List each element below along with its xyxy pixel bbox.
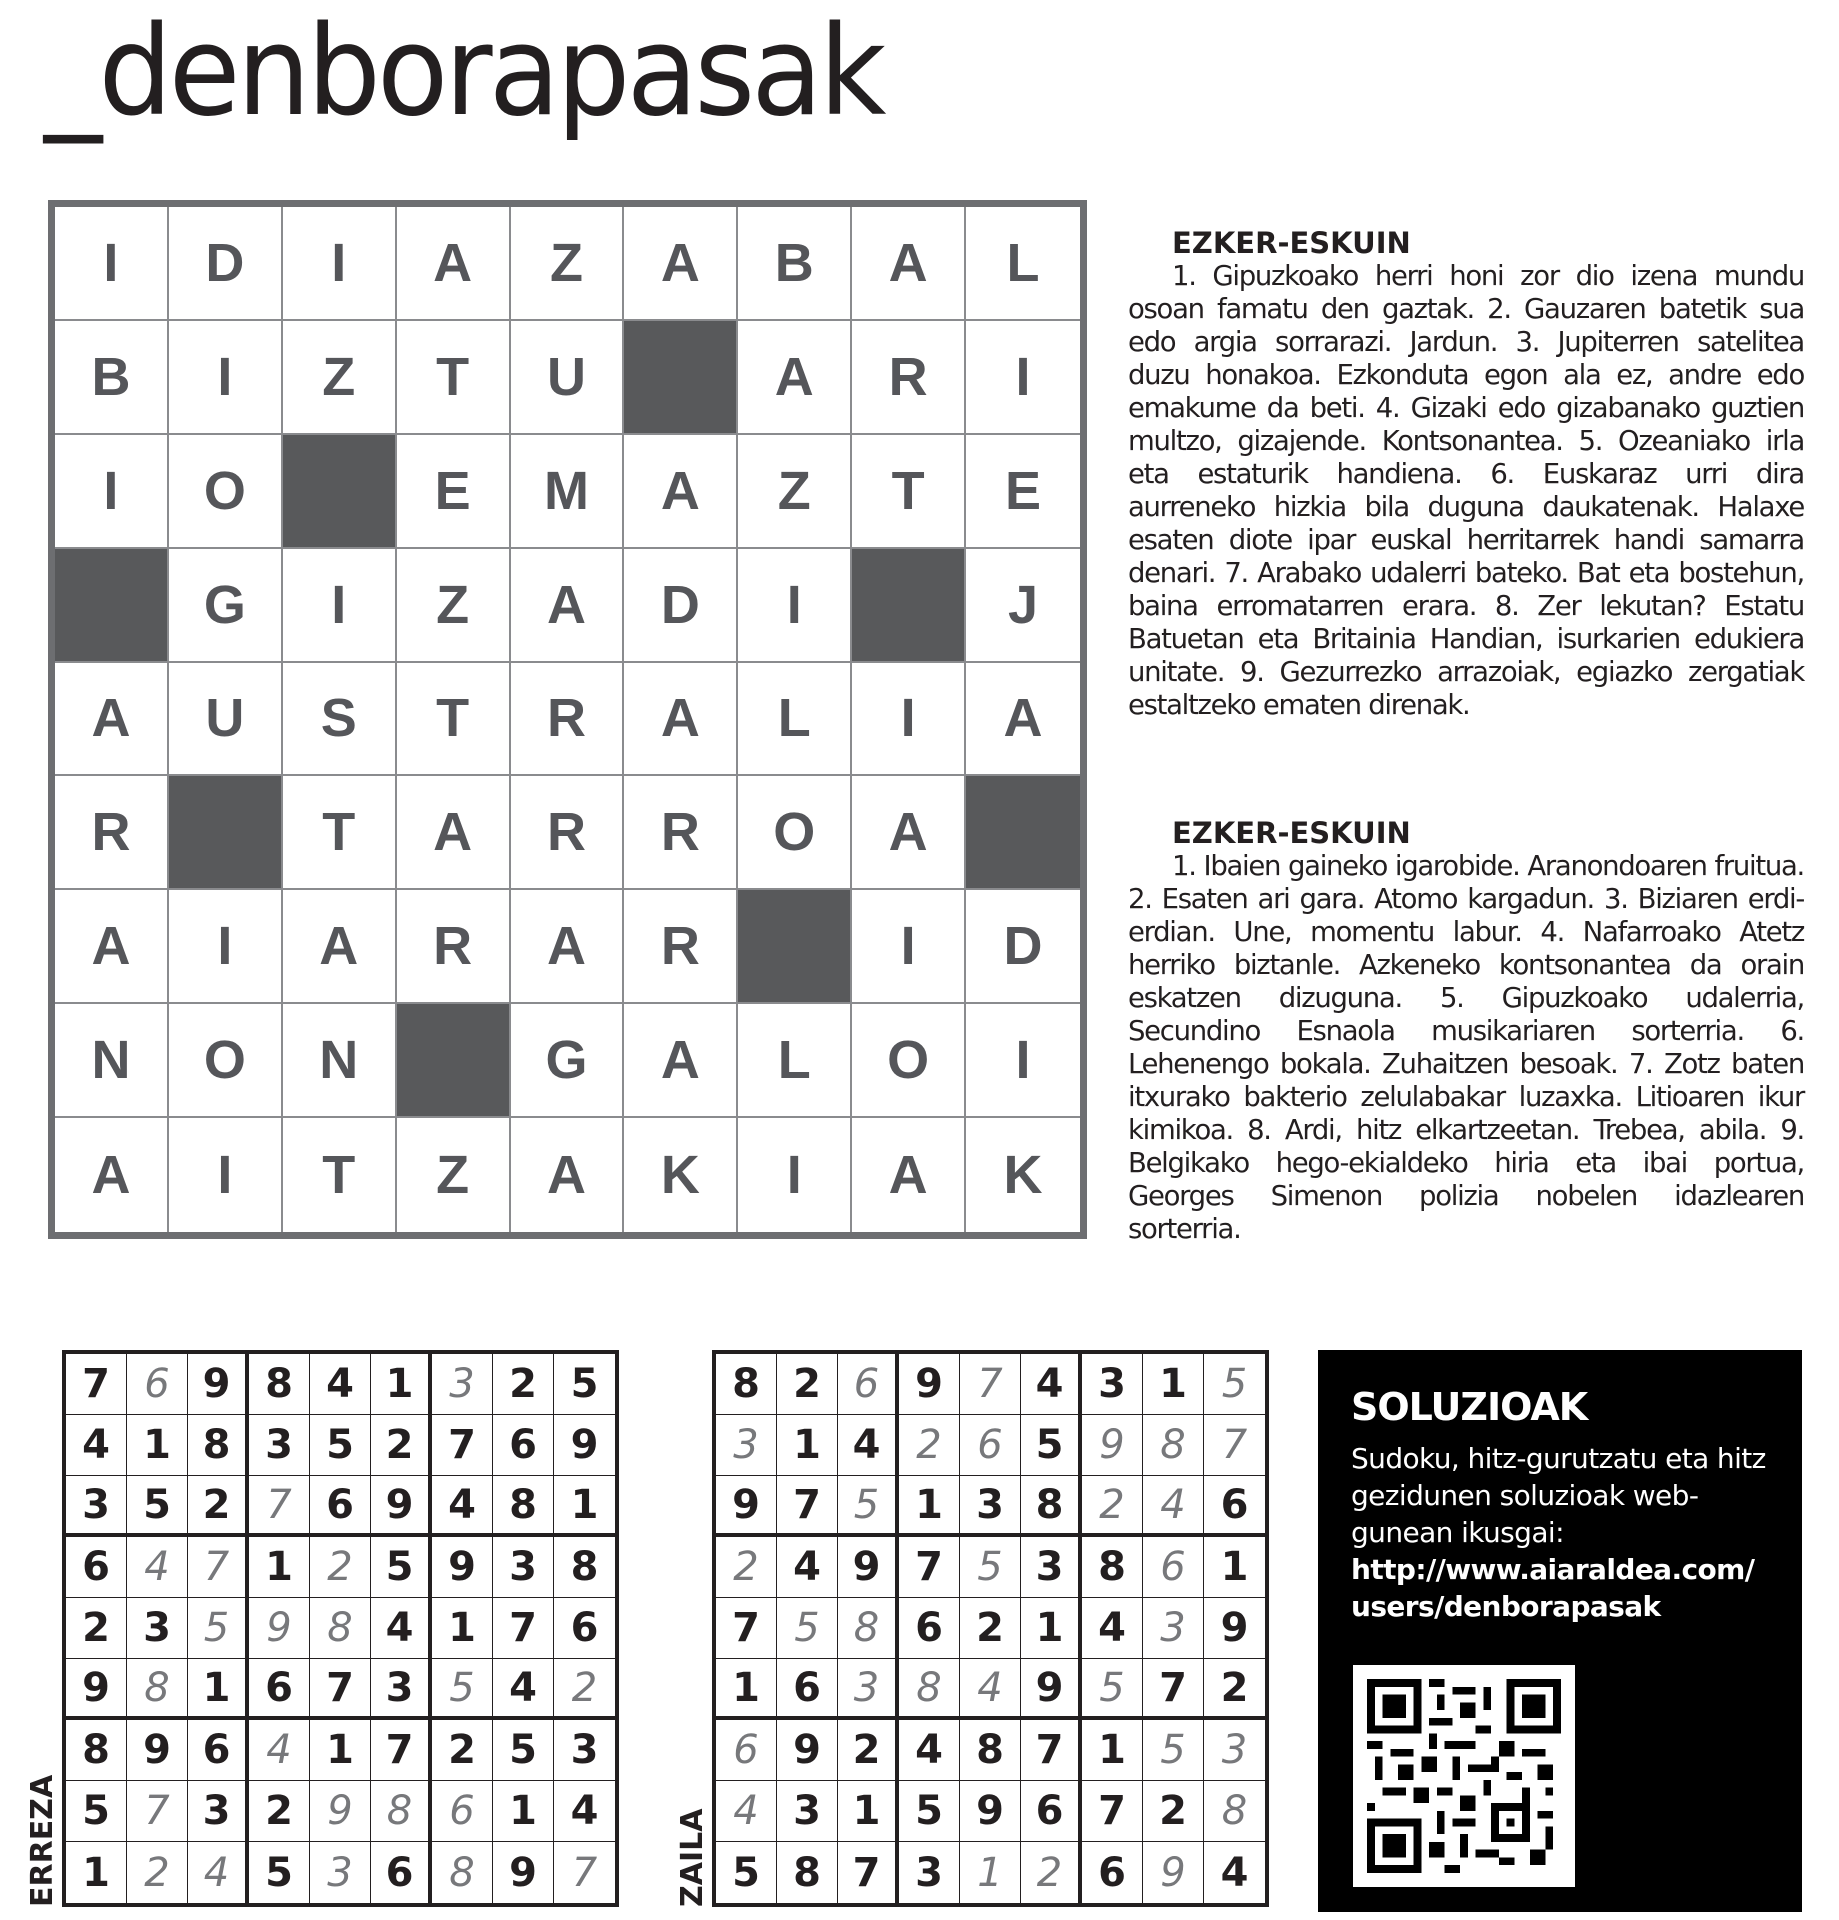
sudoku-given-cell: 2 [371,1415,432,1476]
crossword-cell: G [169,549,283,663]
sudoku-solution-cell: 7 [127,1781,188,1842]
clues-text: 1. Ibaien gaineko igarobide. Aranondoaren fruitua. 2. Esaten ari gara. Atomo kargadun. 3. Biziaren erdi-erdian. Une, momentu labur. 4. Nafarroako Atetz herriko biztanle. Azkeneko kontsonantea da orain eskatzen dizuguna. 5. Gipuzkoako udalerria, Secundino Esnaola musikariaren sorterria. 6. Lehenengo bokala. Zuhaitzen besoak. 7. Zotz baten itxurako bakterio zelulabakar luzaxka. Litioaren ikur kimikoa. 8. Ardi, hitz elkartzeetan. Trebea, abila. 9. Belgikako hego-ekialdeko hiria eta ibai portua, Georges Simenon polizia nobelen idazlearen sorterria. [1128,849,1804,1245]
sudoku-given-cell: 9 [960,1781,1021,1842]
sudoku-solution-cell: 2 [716,1537,777,1598]
sudoku-solution-cell: 6 [716,1720,777,1781]
crossword-cell: Z [511,207,625,321]
sudoku-given-cell: 9 [1204,1598,1265,1659]
sudoku-solution-cell: 7 [960,1354,1021,1415]
crossword-cell: A [624,435,738,549]
sudoku-given-cell: 6 [310,1476,371,1537]
sudoku-given-cell: 4 [310,1354,371,1415]
sudoku-solution-cell: 7 [1204,1415,1265,1476]
sudoku-given-cell: 1 [432,1598,493,1659]
sudoku-solution-cell: 8 [899,1659,960,1720]
sudoku-given-cell: 8 [1082,1537,1143,1598]
sudoku-given-cell: 7 [777,1476,838,1537]
sudoku-given-cell: 1 [1082,1720,1143,1781]
sudoku-given-cell: 1 [1021,1598,1082,1659]
sudoku-given-cell: 3 [371,1659,432,1720]
crossword-cell: A [966,663,1080,777]
sudoku-solution-cell: 6 [127,1354,188,1415]
sudoku-solution-cell: 4 [716,1781,777,1842]
crossword-cell: A [852,776,966,890]
crossword-cell: E [397,435,511,549]
crossword-cell: M [511,435,625,549]
sudoku-solution-cell: 6 [838,1354,899,1415]
sudoku-given-cell: 5 [554,1354,615,1415]
crossword-cell: E [966,435,1080,549]
crossword-cell: A [852,1118,966,1232]
crossword-cell: T [852,435,966,549]
crossword-cell: U [169,663,283,777]
sudoku-given-cell: 1 [838,1781,899,1842]
qr-code-graphic [1367,1679,1561,1873]
sudoku-solution-cell: 2 [554,1659,615,1720]
sudoku-given-cell: 4 [66,1415,127,1476]
sudoku-given-cell: 1 [493,1781,554,1842]
page-title: _denborapasak [44,0,883,144]
sudoku-given-cell: 1 [249,1537,310,1598]
sudoku-solution-cell: 5 [432,1659,493,1720]
sudoku-given-cell: 6 [371,1842,432,1903]
sudoku-given-cell: 5 [716,1842,777,1903]
sudoku-given-cell: 9 [838,1537,899,1598]
clues-section [1128,228,1804,722]
sudoku-solution-cell: 8 [310,1598,371,1659]
sudoku-given-cell: 6 [493,1415,554,1476]
sudoku-given-cell: 8 [716,1354,777,1415]
crossword-cell: A [511,1118,625,1232]
sudoku-solution-cell: 9 [310,1781,371,1842]
sudoku-given-cell: 4 [1082,1598,1143,1659]
sudoku-solution-cell: 7 [571,1849,598,1896]
sudoku-given-cell: 1 [1143,1354,1204,1415]
sudoku-given-cell: 6 [249,1659,310,1720]
crossword-cell: I [55,435,169,549]
sudoku-solution-cell: 9 [249,1598,310,1659]
sudoku-given-cell: 9 [493,1842,554,1903]
crossword-cell: A [624,1004,738,1118]
sudoku-solution-cell: 4 [1143,1476,1204,1537]
sudoku-given-cell: 9 [554,1415,615,1476]
sudoku-given-cell: 2 [1143,1781,1204,1842]
crossword-cell: I [966,1004,1080,1118]
crossword-cell: A [624,207,738,321]
sudoku-easy-grid [62,1350,619,1907]
sudoku-given-cell: 3 [960,1476,1021,1537]
sudoku-given-cell: 7 [838,1842,899,1903]
sudoku-given-cell: 4 [554,1781,615,1842]
crossword-cell: R [397,890,511,1004]
sudoku-given-cell: 9 [66,1659,127,1720]
sudoku-solution-cell: 8 [838,1598,899,1659]
sudoku-given-cell: 8 [493,1476,554,1537]
crossword-cell: A [397,207,511,321]
sudoku-given-cell: 9 [716,1476,777,1537]
crossword-cell: Z [283,321,397,435]
link-line[interactable]: http://www.aiaraldea.com/ [1351,1553,1755,1586]
sudoku-given-cell: 2 [838,1720,899,1781]
solutions-box [1318,1350,1802,1912]
sudoku-given-cell: 8 [554,1537,615,1598]
crossword-cell: I [55,207,169,321]
crossword-cell: A [55,663,169,777]
sudoku-given-cell: 2 [66,1598,127,1659]
qr-code-icon[interactable] [1353,1665,1575,1887]
crossword-cell: O [169,435,283,549]
sudoku-given-cell: 2 [188,1476,249,1537]
sudoku-given-cell: 7 [493,1598,554,1659]
crossword-black-cell [55,549,169,663]
crossword-cell: I [169,321,283,435]
crossword-cell: R [511,776,625,890]
sudoku-given-cell: 1 [777,1415,838,1476]
sudoku-given-cell: 5 [493,1720,554,1781]
crossword-cell: A [624,663,738,777]
sudoku-given-cell: 1 [899,1476,960,1537]
sudoku-given-cell: 1 [188,1659,249,1720]
sudoku-given-cell: 8 [66,1720,127,1781]
sudoku-solution-cell: 5 [1143,1720,1204,1781]
crossword-cell: B [55,321,169,435]
sudoku-given-cell: 2 [1204,1659,1265,1720]
sudoku-given-cell: 6 [554,1598,615,1659]
crossword-black-cell [169,776,283,890]
sudoku-solution-cell: 5 [777,1598,838,1659]
sudoku-given-cell: 8 [1021,1476,1082,1537]
crossword-cell: L [738,1004,852,1118]
crossword-cell: T [283,1118,397,1232]
crossword-cell: R [624,890,738,1004]
sudoku-given-cell: 6 [1021,1781,1082,1842]
sudoku-solution-cell: 3 [432,1354,493,1415]
sudoku-solution-cell: 8 [432,1842,493,1903]
sudoku-given-cell: 5 [66,1781,127,1842]
crossword-grid [48,200,1087,1239]
sudoku-solution-cell: 2 [1082,1476,1143,1537]
crossword-cell: D [966,890,1080,1004]
sudoku-solution-cell: 4 [249,1720,310,1781]
sudoku-given-cell: 5 [1021,1415,1082,1476]
crossword-cell: Z [738,435,852,549]
crossword-cell: T [397,663,511,777]
crossword-cell: L [966,207,1080,321]
sudoku-given-cell: 1 [371,1354,432,1415]
clues-text: 1. Gipuzkoako herri honi zor dio izena mundu osoan famatu den gaztak. 2. Gauzaren batetik sua edo argia sorrarazi. Jardun. 3. Jupiterren satelitea duzu honakoa. Ezkonduta egon ala ez, andre edo emakume da beti. 4. Gizaki edo gizabanako guztien multzo, gizajende. Kontsonantea. 5. Ozeaniako irla eta estaturik handiena. 6. Euskaraz urri dira aurreneko hizkia bila duguna daukatenak. Halaxe esaten diote ipar euskal herritarrek handi samarra denari. 7. Arabako udalerri bateko. Bat eta bostehun, baina erromatarren erara. 8. Zer lekutan? Estatu Batuetan eta Britainia Handian, isurkarien edukiera unitate. 9. Gezurrezko arrazoiak, egiazko zergatiak estaltzeko ematen direnak. [1128,259,1804,721]
sudoku-given-cell: 4 [899,1720,960,1781]
crossword-cell: T [397,321,511,435]
sudoku-given-cell: 3 [554,1720,615,1781]
sudoku-given-cell: 2 [777,1354,838,1415]
crossword-black-cell [283,435,397,549]
sudoku-given-cell: 1 [310,1720,371,1781]
sudoku-solution-cell: 5 [1082,1659,1143,1720]
sudoku-solution-cell: 6 [1143,1537,1204,1598]
crossword-cell: I [852,663,966,777]
sudoku-solution-cell: 3 [1204,1720,1265,1781]
sudoku-given-cell: 7 [899,1537,960,1598]
sudoku-given-cell: 6 [1204,1476,1265,1537]
sudoku-solution-cell: 6 [432,1781,493,1842]
sudoku-given-cell: 4 [371,1598,432,1659]
sudoku-given-cell: 9 [188,1354,249,1415]
crossword-cell: O [738,776,852,890]
crossword-cell: S [283,663,397,777]
crossword-cell: N [283,1004,397,1118]
sudoku-solution-cell: 1 [960,1842,1021,1903]
crossword-cell: I [852,890,966,1004]
sudoku-solution-cell: 8 [1143,1415,1204,1476]
sudoku-given-cell: 4 [1021,1354,1082,1415]
crossword-cell: A [511,549,625,663]
clues-heading: EZKER-ESKUIN [1172,226,1411,260]
crossword-black-cell [852,549,966,663]
sudoku-solution-cell: 3 [716,1415,777,1476]
sudoku-given-cell: 3 [188,1781,249,1842]
sudoku-given-cell: 6 [777,1659,838,1720]
sudoku-given-cell: 7 [1082,1781,1143,1842]
sudoku-given-cell: 7 [310,1659,371,1720]
sudoku-given-cell: 4 [1220,1849,1249,1896]
sudoku-given-cell: 8 [960,1720,1021,1781]
sudoku-solution-cell: 4 [188,1842,249,1903]
sudoku-given-cell: 2 [960,1598,1021,1659]
sudoku-solution-cell: 3 [838,1659,899,1720]
sudoku-given-cell: 8 [188,1415,249,1476]
sudoku-given-cell: 3 [66,1476,127,1537]
sudoku-given-cell: 2 [432,1720,493,1781]
crossword-cell: R [624,776,738,890]
sudoku-solution-cell: 2 [310,1537,371,1598]
clues-section [1128,818,1804,1246]
sudoku-given-cell: 6 [66,1537,127,1598]
sudoku-given-cell: 8 [249,1354,310,1415]
sudoku-given-cell: 8 [777,1842,838,1903]
sudoku-solution-cell: 4 [127,1537,188,1598]
crossword-black-cell [738,890,852,1004]
sudoku-solution-cell: 2 [899,1415,960,1476]
sudoku-solution-cell: 6 [960,1415,1021,1476]
link-line[interactable]: users/denborapasak [1351,1590,1661,1623]
sudoku-solution-cell: 5 [1204,1354,1265,1415]
crossword-cell: K [1003,1145,1043,1206]
sudoku-given-cell: 7 [716,1598,777,1659]
sudoku-given-cell: 5 [127,1476,188,1537]
difficulty-label: ERREZA [25,1774,60,1907]
sudoku-given-cell: 3 [777,1781,838,1842]
sudoku-given-cell: 4 [432,1476,493,1537]
crossword-cell: D [624,549,738,663]
sudoku-given-cell: 9 [899,1354,960,1415]
sudoku-given-cell: 9 [371,1476,432,1537]
sudoku-given-cell: 1 [1204,1537,1265,1598]
sudoku-given-cell: 9 [1021,1659,1082,1720]
sudoku-given-cell: 7 [371,1720,432,1781]
crossword-cell: L [738,663,852,777]
crossword-cell: A [511,890,625,1004]
sudoku-given-cell: 5 [371,1537,432,1598]
crossword-cell: O [852,1004,966,1118]
crossword-black-cell [624,321,738,435]
crossword-cell: J [966,549,1080,663]
sudoku-solution-cell: 3 [1143,1598,1204,1659]
sudoku-given-cell: 7 [66,1354,127,1415]
solutions-link[interactable] [1351,1551,1791,1625]
sudoku-given-cell: 7 [432,1415,493,1476]
crossword-cell: D [169,207,283,321]
crossword-cell: U [511,321,625,435]
sudoku-given-cell: 4 [838,1415,899,1476]
crossword-cell: A [397,776,511,890]
sudoku-given-cell: 3 [249,1415,310,1476]
clues-heading: EZKER-ESKUIN [1172,816,1411,850]
sudoku-given-cell: 6 [899,1598,960,1659]
sudoku-solution-cell: 5 [960,1537,1021,1598]
crossword-black-cell [397,1004,511,1118]
crossword-cell: A [738,321,852,435]
crossword-cell: G [511,1004,625,1118]
sudoku-given-cell: 4 [493,1659,554,1720]
crossword-cell: I [169,890,283,1004]
sudoku-solution-cell: 9 [1143,1842,1204,1903]
sudoku-solution-cell: 2 [1021,1842,1082,1903]
sudoku-solution-cell: 7 [188,1537,249,1598]
crossword-cell: Z [397,549,511,663]
crossword-cell: A [55,1118,169,1232]
crossword-cell: R [852,321,966,435]
sudoku-given-cell: 6 [1082,1842,1143,1903]
sudoku-solution-cell: 8 [371,1781,432,1842]
sudoku-given-cell: 6 [188,1720,249,1781]
sudoku-given-cell: 7 [1021,1720,1082,1781]
sudoku-solution-cell: 3 [310,1842,371,1903]
crossword-black-cell [966,776,1080,890]
sudoku-given-cell: 2 [493,1354,554,1415]
sudoku-given-cell: 1 [66,1842,127,1903]
crossword-cell: I [283,549,397,663]
crossword-cell: A [852,207,966,321]
sudoku-given-cell: 4 [777,1537,838,1598]
sudoku-given-cell: 3 [1021,1537,1082,1598]
sudoku-solution-cell: 5 [838,1476,899,1537]
crossword-cell: T [283,776,397,890]
crossword-cell: Z [397,1118,511,1232]
crossword-cell: I [966,321,1080,435]
sudoku-given-cell: 1 [554,1476,615,1537]
sudoku-solution-cell: 7 [249,1476,310,1537]
solutions-title: SOLUZIOAK [1351,1385,1588,1429]
sudoku-given-cell: 3 [899,1842,960,1903]
crossword-cell: I [738,1118,852,1232]
sudoku-given-cell: 1 [716,1659,777,1720]
crossword-cell: R [55,776,169,890]
solutions-description: Sudoku, hitz-gurutzatu eta hitz gezidunen soluzioak web-gunean ikusgai: [1351,1442,1766,1549]
difficulty-label: ZAILA [675,1808,710,1907]
sudoku-given-cell: 2 [249,1781,310,1842]
sudoku-given-cell: 9 [777,1720,838,1781]
crossword-cell: A [283,890,397,1004]
crossword-cell: A [55,890,169,1004]
sudoku-given-cell: 1 [127,1415,188,1476]
crossword-cell: I [283,207,397,321]
sudoku-given-cell: 5 [249,1842,310,1903]
sudoku-given-cell: 7 [1143,1659,1204,1720]
sudoku-given-cell: 3 [127,1598,188,1659]
sudoku-given-cell: 3 [493,1537,554,1598]
sudoku-solution-cell: 8 [127,1659,188,1720]
sudoku-solution-cell: 2 [127,1842,188,1903]
crossword-cell: I [738,549,852,663]
crossword-cell: O [169,1004,283,1118]
crossword-cell: B [738,207,852,321]
sudoku-solution-cell: 5 [188,1598,249,1659]
crossword-cell: N [55,1004,169,1118]
sudoku-given-cell: 5 [310,1415,371,1476]
crossword-cell: K [624,1118,738,1232]
sudoku-given-cell: 9 [432,1537,493,1598]
sudoku-given-cell: 3 [1082,1354,1143,1415]
sudoku-given-cell: 9 [127,1720,188,1781]
sudoku-given-cell: 5 [899,1781,960,1842]
crossword-cell: R [511,663,625,777]
crossword-cell: I [169,1118,283,1232]
sudoku-solution-cell: 8 [1204,1781,1265,1842]
sudoku-solution-cell: 9 [1082,1415,1143,1476]
sudoku-hard-grid [712,1350,1269,1907]
sudoku-solution-cell: 4 [960,1659,1021,1720]
